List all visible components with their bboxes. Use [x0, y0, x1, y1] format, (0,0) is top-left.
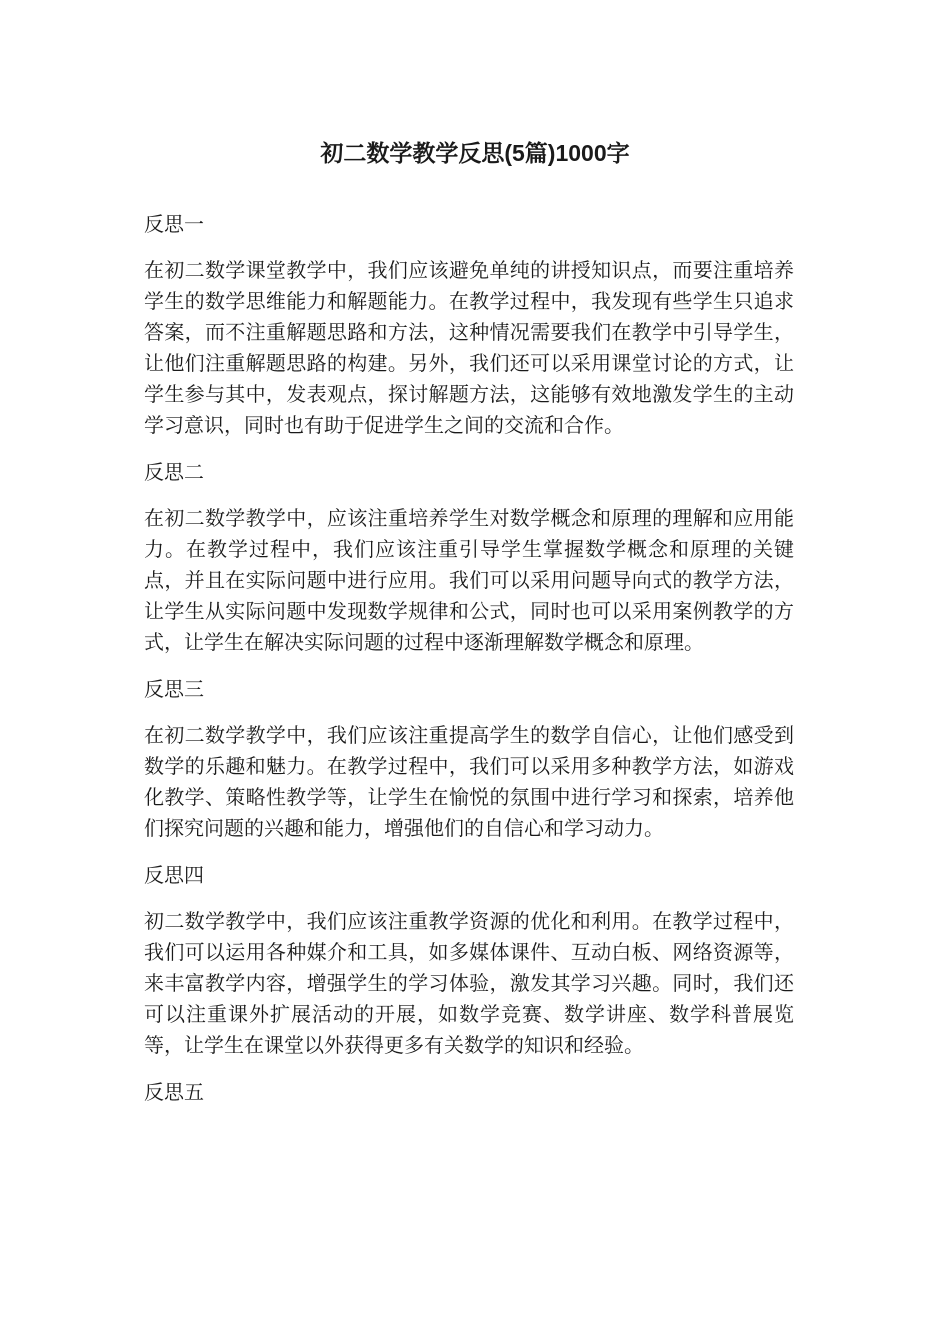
section-reflection-3: [144, 674, 794, 844]
document-body: [144, 209, 794, 1123]
section-paragraph: 在初二数学教学中，应该注重培养学生对数学概念和原理的理解和应用能力。在教学过程中，我们应该注重引导学生掌握数学概念和原理的关键点，并且在实际问题中进行应用。我们可以采用问题导向式的教学方法，让学生从实际问题中发现数学规律和公式，同时也可以采用案例教学的方式，让学生在解决实际问题的过程中逐渐理解数学概念和原理。: [144, 506, 794, 654]
section-heading: 反思二: [144, 460, 204, 484]
section-reflection-2: [144, 457, 794, 658]
section-reflection-4: [144, 860, 794, 1061]
section-paragraph: 在初二数学教学中，我们应该注重提高学生的数学自信心，让他们感受到数学的乐趣和魅力。在教学过程中，我们可以采用多种教学方法，如游戏化教学、策略性教学等，让学生在愉悦的氛围中进行学习和探索，培养他们探究问题的兴趣和能力，增强他们的自信心和学习动力。: [144, 723, 794, 840]
section-heading: 反思四: [144, 863, 204, 887]
section-reflection-1: [144, 209, 794, 441]
section-heading: 反思一: [144, 212, 204, 236]
section-heading: 反思五: [144, 1080, 204, 1104]
document-title: 初二数学教学反思(5篇)1000字: [320, 140, 630, 166]
section-paragraph: 初二数学教学中，我们应该注重教学资源的优化和利用。在教学过程中，我们可以运用各种媒介和工具，如多媒体课件、互动白板、网络资源等，来丰富教学内容，增强学生的学习体验，激发其学习兴趣。同时，我们还可以注重课外扩展活动的开展，如数学竞赛、数学讲座、数学科普展览等，让学生在课堂以外获得更多有关数学的知识和经验。: [144, 909, 794, 1057]
section-paragraph: 在初二数学课堂教学中，我们应该避免单纯的讲授知识点，而要注重培养学生的数学思维能力和解题能力。在教学过程中，我发现有些学生只追求答案，而不注重解题思路和方法，这种情况需要我们在教学中引导学生，让他们注重解题思路的构建。另外，我们还可以采用课堂讨论的方式，让学生参与其中，发表观点，探讨解题方法，这能够有效地激发学生的主动学习意识，同时也有助于促进学生之间的交流和合作。: [144, 258, 794, 437]
section-heading: 反思三: [144, 677, 204, 701]
section-reflection-5: [144, 1077, 794, 1107]
